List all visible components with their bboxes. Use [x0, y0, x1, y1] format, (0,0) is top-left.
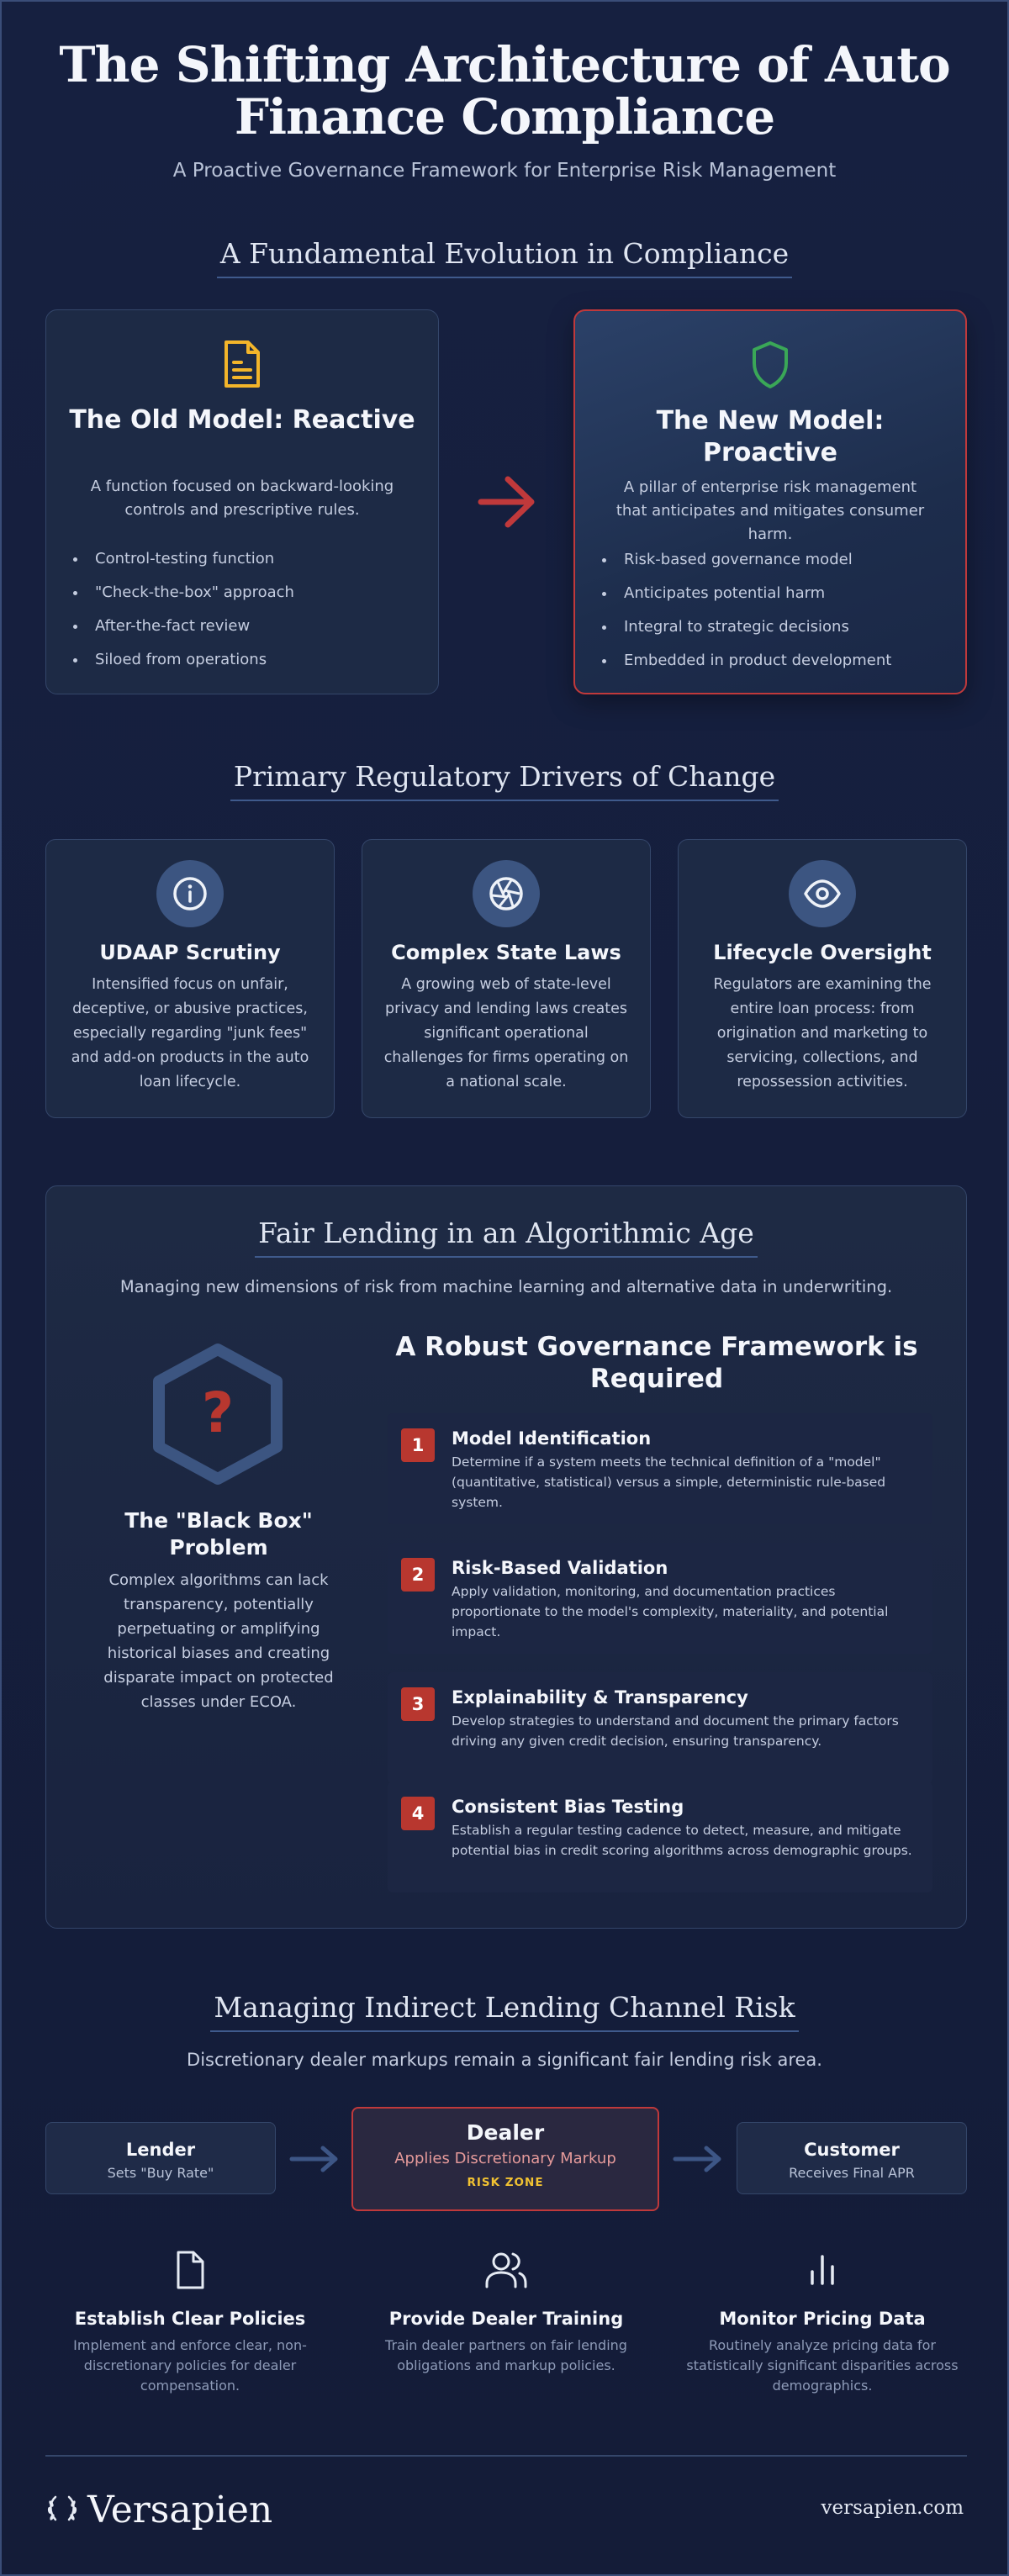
lender-title: Lender: [125, 2140, 196, 2160]
step-number: 1: [401, 1428, 435, 1462]
framework-step: [388, 1413, 932, 1524]
step-title: Consistent Bias Testing: [452, 1797, 684, 1817]
document-icon: [46, 339, 438, 393]
hexagon-question-icon: [149, 1343, 287, 1489]
old-model-card: [45, 309, 439, 694]
dealer-title: Dealer: [466, 2120, 545, 2145]
policy-item: [47, 2250, 333, 2396]
policy-text: Train dealer partners on fair lending obligations and markup policies.: [385, 2337, 627, 2373]
risk-zone-label: RISK ZONE: [467, 2176, 544, 2189]
bar-chart-icon: [679, 2250, 965, 2292]
fair-lending-panel: [45, 1185, 967, 1929]
list-item: Siloed from operations: [71, 643, 413, 677]
driver-title: UDAAP Scrutiny: [99, 941, 281, 964]
fair-lending-subtitle: Managing new dimensions of risk from machine learning and alternative data in underwriting.: [119, 1277, 893, 1296]
shield-icon: [575, 340, 965, 393]
step-number: 4: [401, 1797, 435, 1830]
step-title: Model Identification: [452, 1428, 652, 1449]
driver-text: A growing web of state-level privacy and lending laws creates significant operational challenges for firms operating on a national scale.: [383, 976, 629, 1090]
policy-text: Implement and enforce clear, non-discretionary policies for dealer compensation.: [73, 2337, 307, 2394]
brand-logo[interactable]: [45, 2489, 272, 2531]
footer-divider: [45, 2455, 967, 2457]
customer-box: [737, 2122, 967, 2194]
brand-name: Versapien: [87, 2489, 273, 2531]
dealer-sub: Applies Discretionary Markup: [394, 2150, 616, 2167]
list-item: After-the-fact review: [71, 610, 413, 643]
driver-title: Lifecycle Oversight: [713, 941, 932, 964]
framework-step: [388, 1543, 932, 1654]
page-title: The Shifting Architecture of Auto Finance Compliance: [59, 36, 950, 145]
list-item: "Check-the-box" approach: [71, 576, 413, 610]
dealer-box: [351, 2107, 659, 2211]
list-item: Anticipates potential harm: [600, 577, 940, 610]
policy-title: Provide Dealer Training: [388, 2309, 624, 2329]
old-model-list: [71, 542, 413, 677]
step-title: Risk-Based Validation: [452, 1558, 668, 1578]
file-icon: [47, 2250, 333, 2292]
list-item: Embedded in product development: [600, 644, 940, 678]
framework-step: [388, 1672, 932, 1783]
driver-title: Complex State Laws: [391, 941, 621, 964]
laurel-icon: [45, 2492, 79, 2529]
black-box-title: The "Black Box" Problem: [124, 1508, 313, 1560]
arrow-right-icon: [289, 2144, 340, 2177]
step-text: Determine if a system meets the technical definition of a "model" (quantitative, statistical) versus a simple, deterministic rule-based system.: [452, 1454, 886, 1510]
new-model-description: A pillar of enterprise risk management that anticipates and mitigates consumer harm.: [615, 478, 925, 543]
list-item: Control-testing function: [71, 542, 413, 576]
arrow-right-icon: [478, 472, 538, 535]
step-text: Develop strategies to understand and document the primary factors driving any given credit decision, ensuring transparency.: [452, 1713, 899, 1749]
policy-text: Routinely analyze pricing data for statistically significant disparities across demographics.: [686, 2337, 959, 2394]
page-subtitle: A Proactive Governance Framework for Enterprise Risk Management: [172, 160, 837, 182]
eye-icon: [789, 860, 856, 927]
users-icon: [363, 2250, 649, 2292]
driver-card-state-laws: [362, 839, 651, 1118]
step-text: Establish a regular testing cadence to detect, measure, and mitigate potential bias in credit scoring algorithms across demographic groups.: [452, 1823, 912, 1858]
list-item: Integral to strategic decisions: [600, 610, 940, 644]
new-model-card: [573, 309, 967, 694]
old-model-description: A function focused on backward-looking controls and prescriptive rules.: [90, 478, 394, 519]
policy-title: Monitor Pricing Data: [719, 2309, 926, 2329]
drivers-section-title: Primary Regulatory Drivers of Change: [2, 760, 1007, 801]
new-model-list: [600, 543, 940, 678]
driver-text: Regulators are examining the entire loan process: from origination and marketing to servicing, collections, and repossession activities.: [713, 976, 932, 1090]
svg-text:?: ?: [201, 1380, 235, 1445]
driver-card-udaap: [45, 839, 335, 1118]
aperture-icon: [473, 860, 540, 927]
driver-card-lifecycle: [678, 839, 967, 1118]
arrow-right-icon: [673, 2144, 723, 2177]
lender-box: [45, 2122, 276, 2194]
indirect-subtitle: Discretionary dealer markups remain a significant fair lending risk area.: [187, 2050, 822, 2070]
step-text: Apply validation, monitoring, and documentation practices proportionate to the model's complexity, materiality, and potential impact.: [452, 1584, 889, 1639]
lender-sub: Sets "Buy Rate": [107, 2165, 214, 2181]
driver-text: Intensified focus on unfair, deceptive, or abusive practices, especially regarding "junk fees" and add-on products in the auto loan lifecycle.: [71, 976, 309, 1090]
framework-step: [388, 1782, 932, 1892]
policy-title: Establish Clear Policies: [74, 2309, 306, 2329]
customer-sub: Receives Final APR: [789, 2165, 915, 2181]
info-icon: [156, 860, 224, 927]
website-link[interactable]: versapien.com: [821, 2497, 964, 2519]
step-title: Explainability & Transparency: [452, 1687, 748, 1708]
policy-item: [363, 2250, 649, 2376]
customer-title: Customer: [804, 2140, 900, 2160]
new-model-title: The New Model: Proactive: [656, 406, 885, 467]
indirect-section-title: Managing Indirect Lending Channel Risk: [2, 1991, 1007, 2032]
step-number: 3: [401, 1687, 435, 1721]
framework-title: A Robust Governance Framework is Required: [395, 1332, 918, 1394]
step-number: 2: [401, 1558, 435, 1592]
old-model-title: The Old Model: Reactive: [69, 405, 415, 435]
list-item: Risk-based governance model: [600, 543, 940, 577]
policy-item: [679, 2250, 965, 2396]
fair-lending-section-title: Fair Lending in an Algorithmic Age: [46, 1217, 966, 1258]
evolution-section-title: A Fundamental Evolution in Compliance: [2, 237, 1007, 278]
black-box-text: Complex algorithms can lack transparency, potentially perpetuating or amplifying historical biases and creating disparate impact on protected classes under ECOA.: [103, 1571, 334, 1711]
